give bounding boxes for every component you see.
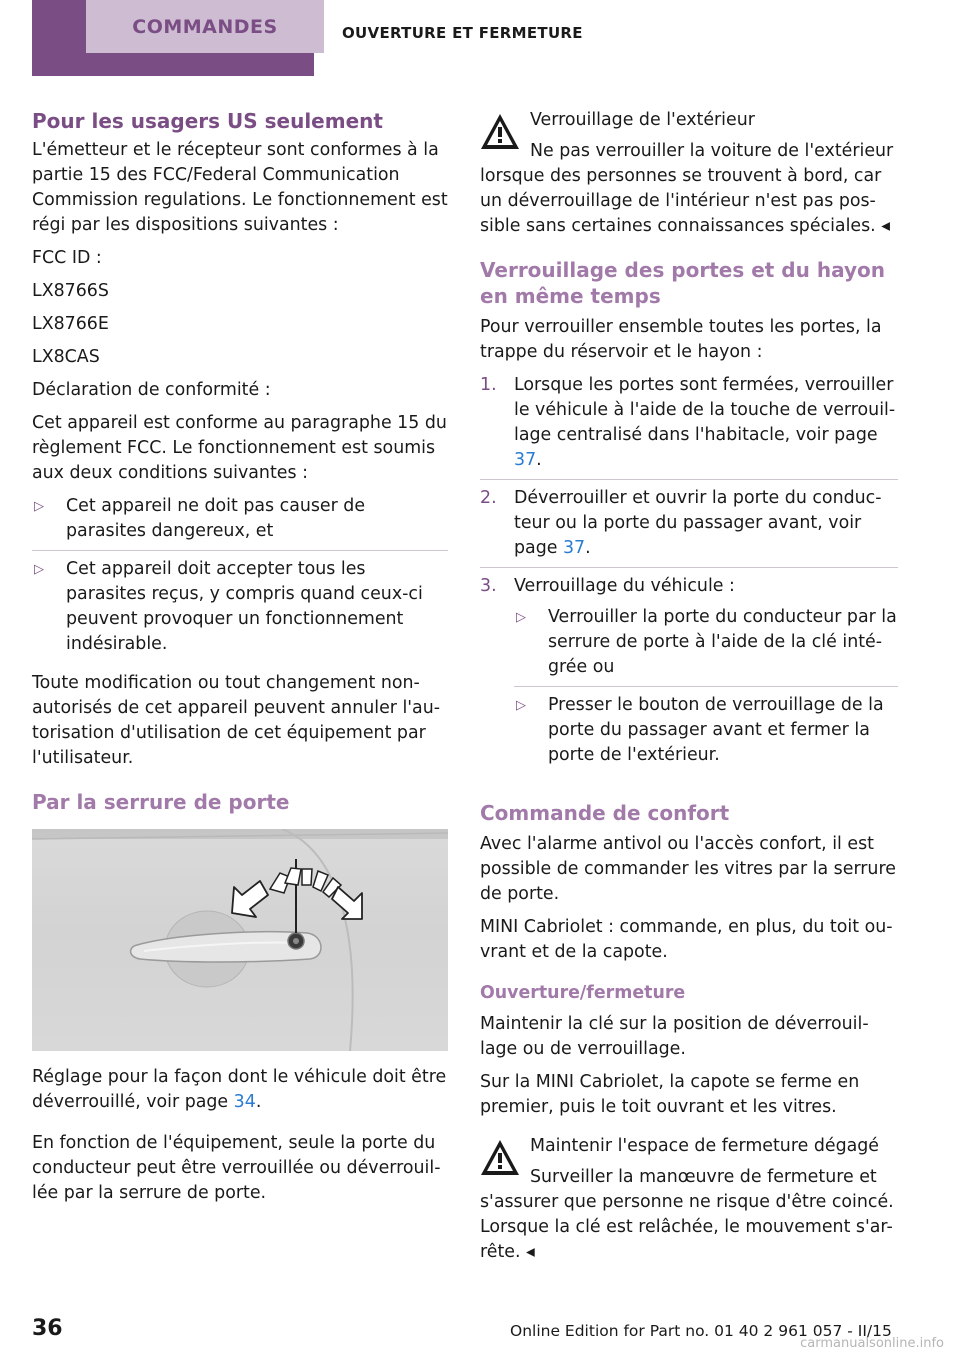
warning-body: Ne pas verrouiller la voiture de l'extérieur lorsque des personnes se trouvent à bord, car un déverrouillage de l'intérieur n'est pas pos-sible sans certaines connaissances spéciales. ◂: [480, 141, 894, 236]
warning-triangle-icon: [480, 112, 520, 152]
end-mark: ◂: [881, 216, 890, 236]
chapter-tab: [32, 0, 314, 76]
page-link-37[interactable]: 37: [562, 538, 586, 558]
fcc-id-label: FCC ID :: [32, 248, 102, 268]
list-item: 1. Lorsque les portes sont fermées, verrouiller le véhicule à l'aide de la touche de verrouil-lage centralisé dans l'habitacle, voir page 37.: [480, 373, 898, 480]
bullet-triangle-icon: ▷: [34, 499, 44, 514]
list-item: ▷ Verrouiller la porte du conducteur par la serrure de porte à l'aide de la clé inté-grée ou: [514, 605, 898, 687]
warning-triangle-icon: [480, 1138, 520, 1178]
comfort-text-2: MINI Cabriolet : commande, en plus, du toit ou-vrant et de la capote.: [480, 917, 893, 962]
conditions-list: [32, 494, 448, 663]
step-number: 2.: [480, 488, 497, 508]
figure-caption: Réglage pour la façon dont le véhicule doit être déverrouillé, voir page 34.: [32, 1067, 447, 1112]
watermark: carmanualsonline.info: [800, 1336, 944, 1351]
comfort-heading: Commande de confort: [480, 801, 730, 825]
door-handle-illustration: [32, 829, 448, 1051]
warning-box-exterior-lock: [480, 108, 898, 239]
right-column: [480, 108, 898, 1273]
warning-title: Maintenir l'espace de fermeture dégagé: [530, 1136, 880, 1156]
list-item: ▷ Presser le bouton de verrouillage de la porte du passager avant et fermer la porte de l'extérieur.: [516, 695, 884, 765]
section-breadcrumb: OUVERTURE ET FERMETURE: [342, 24, 583, 42]
warning-box-closing-space: [480, 1134, 898, 1265]
open-close-heading: Ouverture/fermeture: [480, 983, 686, 1003]
bullet-triangle-icon: ▷: [34, 562, 44, 577]
list-item: 3. Verrouillage du véhicule : ▷ Verrouiller la porte du conducteur par la serrure de porte à l'aide de la clé inté-grée ou ▷ Presser le bouton de verrouillage de la porte du passager avant et fermer la porte de l'extérieur.: [480, 574, 898, 788]
door-lock-heading: Par la serrure de porte: [32, 790, 290, 814]
list-item: ▷ Cet appareil doit accepter tous les parasites reçus, y compris quand ceux-ci peuvent provoquer un fonctionnement indésirable.: [34, 559, 423, 654]
chapter-tab-label: COMMANDES: [86, 0, 324, 53]
page-link-34[interactable]: 34: [233, 1092, 256, 1112]
comfort-text-1: Avec l'alarme antivol ou l'accès confort, il est possible de commander les vitres par la serrure de porte.: [480, 834, 896, 904]
end-mark: ◂: [526, 1242, 535, 1262]
step3-sublist: [514, 605, 898, 774]
warning-body: Surveiller la manœuvre de fermeture et s'assurer que personne ne risque d'être coincé. Lorsque la clé est relâchée, le mouvement s'ar-rête. ◂: [480, 1167, 894, 1262]
open-close-text-1: Maintenir la clé sur la position de déverrouil-lage ou de verrouillage.: [480, 1014, 869, 1059]
modification-text: Toute modification ou tout changement non-autorisés de cet appareil peuvent annuler l'au-torisation d'utilisation de cet équipement par l'utilisateur.: [32, 673, 441, 768]
lock-intro-text: Pour verrouiller ensemble toutes les portes, la trappe du réservoir et le hayon :: [480, 317, 882, 362]
fcc-id-3: LX8CAS: [32, 347, 100, 367]
us-compliance-text: L'émetteur et le récepteur sont conformes à la partie 15 des FCC/Federal Communication Commission regulations. Le fonctionnement est régi par les dispositions suivantes :: [32, 140, 448, 235]
warning-title: Verrouillage de l'extérieur: [530, 110, 755, 130]
list-item: ▷ Cet appareil ne doit pas causer de parasites dangereux, et: [32, 494, 448, 551]
fcc-id-1: LX8766S: [32, 281, 109, 301]
edition-text: Online Edition for Part no. 01 40 2 961 057 - II/15: [510, 1322, 892, 1340]
fcc-id-2: LX8766E: [32, 314, 109, 334]
page-link-37[interactable]: 37: [514, 450, 537, 470]
equipment-text: En fonction de l'équipement, seule la porte du conducteur peut être verrouillée ou déverrouil-lée par la serrure de porte.: [32, 1133, 441, 1203]
declaration-text: Cet appareil est conforme au paragraphe 15 du règlement FCC. Le fonctionnement est soumis aux deux conditions suivantes :: [32, 413, 447, 483]
bullet-triangle-icon: ▷: [516, 610, 526, 625]
us-users-heading: Pour les usagers US seulement: [32, 109, 383, 133]
declaration-label: Déclaration de conformité :: [32, 380, 271, 400]
page-number: 36: [32, 1316, 63, 1341]
left-column: [32, 108, 448, 1214]
list-item: 2. Déverrouiller et ouvrir la porte du conduc-teur ou la porte du passager avant, voir page 37.: [480, 486, 898, 568]
lock-all-heading: Verrouillage des portes et du hayon en même temps: [480, 258, 885, 308]
lock-steps-list: [480, 373, 898, 788]
open-close-text-2: Sur la MINI Cabriolet, la capote se ferme en premier, puis le toit ouvrant et les vitres.: [480, 1072, 860, 1117]
bullet-triangle-icon: ▷: [516, 698, 526, 713]
step-number: 3.: [480, 576, 497, 596]
step-number: 1.: [480, 375, 497, 395]
door-handle-figure: [32, 829, 448, 1051]
